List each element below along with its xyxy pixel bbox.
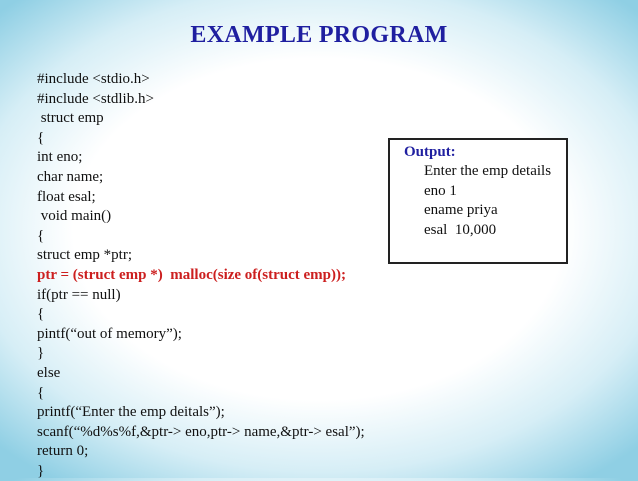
code-line: else bbox=[37, 364, 61, 381]
output-line: eno 1 bbox=[424, 182, 457, 199]
output-label: Output: bbox=[404, 144, 456, 160]
code-listing bbox=[37, 70, 365, 481]
output-lines bbox=[424, 162, 551, 240]
code-line: char name; bbox=[37, 168, 104, 185]
output-line: Enter the emp details bbox=[424, 163, 552, 179]
code-line: void main() bbox=[37, 208, 112, 225]
code-line: } bbox=[37, 345, 45, 362]
code-line-highlighted: ptr = (struct emp *) malloc(size of(struct emp)); bbox=[37, 266, 347, 283]
code-line: int eno; bbox=[37, 149, 83, 166]
output-line: esal 10,000 bbox=[424, 221, 497, 238]
code-line: printf(“Enter the emp deitals”); bbox=[37, 404, 225, 421]
output-line: ename priya bbox=[424, 202, 498, 219]
code-line: struct emp bbox=[37, 110, 104, 127]
code-line: { bbox=[37, 306, 45, 323]
code-line: #include <stdio.h> bbox=[37, 71, 150, 87]
code-line: if(ptr == null) bbox=[37, 286, 121, 303]
code-line: return 0; bbox=[37, 443, 89, 460]
code-line: pintf(“out of memory”); bbox=[37, 325, 182, 342]
code-line: { bbox=[37, 384, 45, 401]
code-line: float esal; bbox=[37, 188, 96, 205]
code-line: { bbox=[37, 129, 45, 146]
code-line: struct emp *ptr; bbox=[37, 247, 132, 264]
code-line: { bbox=[37, 227, 45, 244]
output-box bbox=[388, 138, 568, 264]
code-line: } bbox=[37, 462, 45, 479]
code-line: #include <stdlib.h> bbox=[37, 90, 154, 107]
code-line: scanf(“%d%s%f,&ptr-> eno,ptr-> name,&ptr-> esal”); bbox=[37, 423, 365, 440]
slide-title: EXAMPLE PROGRAM bbox=[190, 22, 448, 48]
